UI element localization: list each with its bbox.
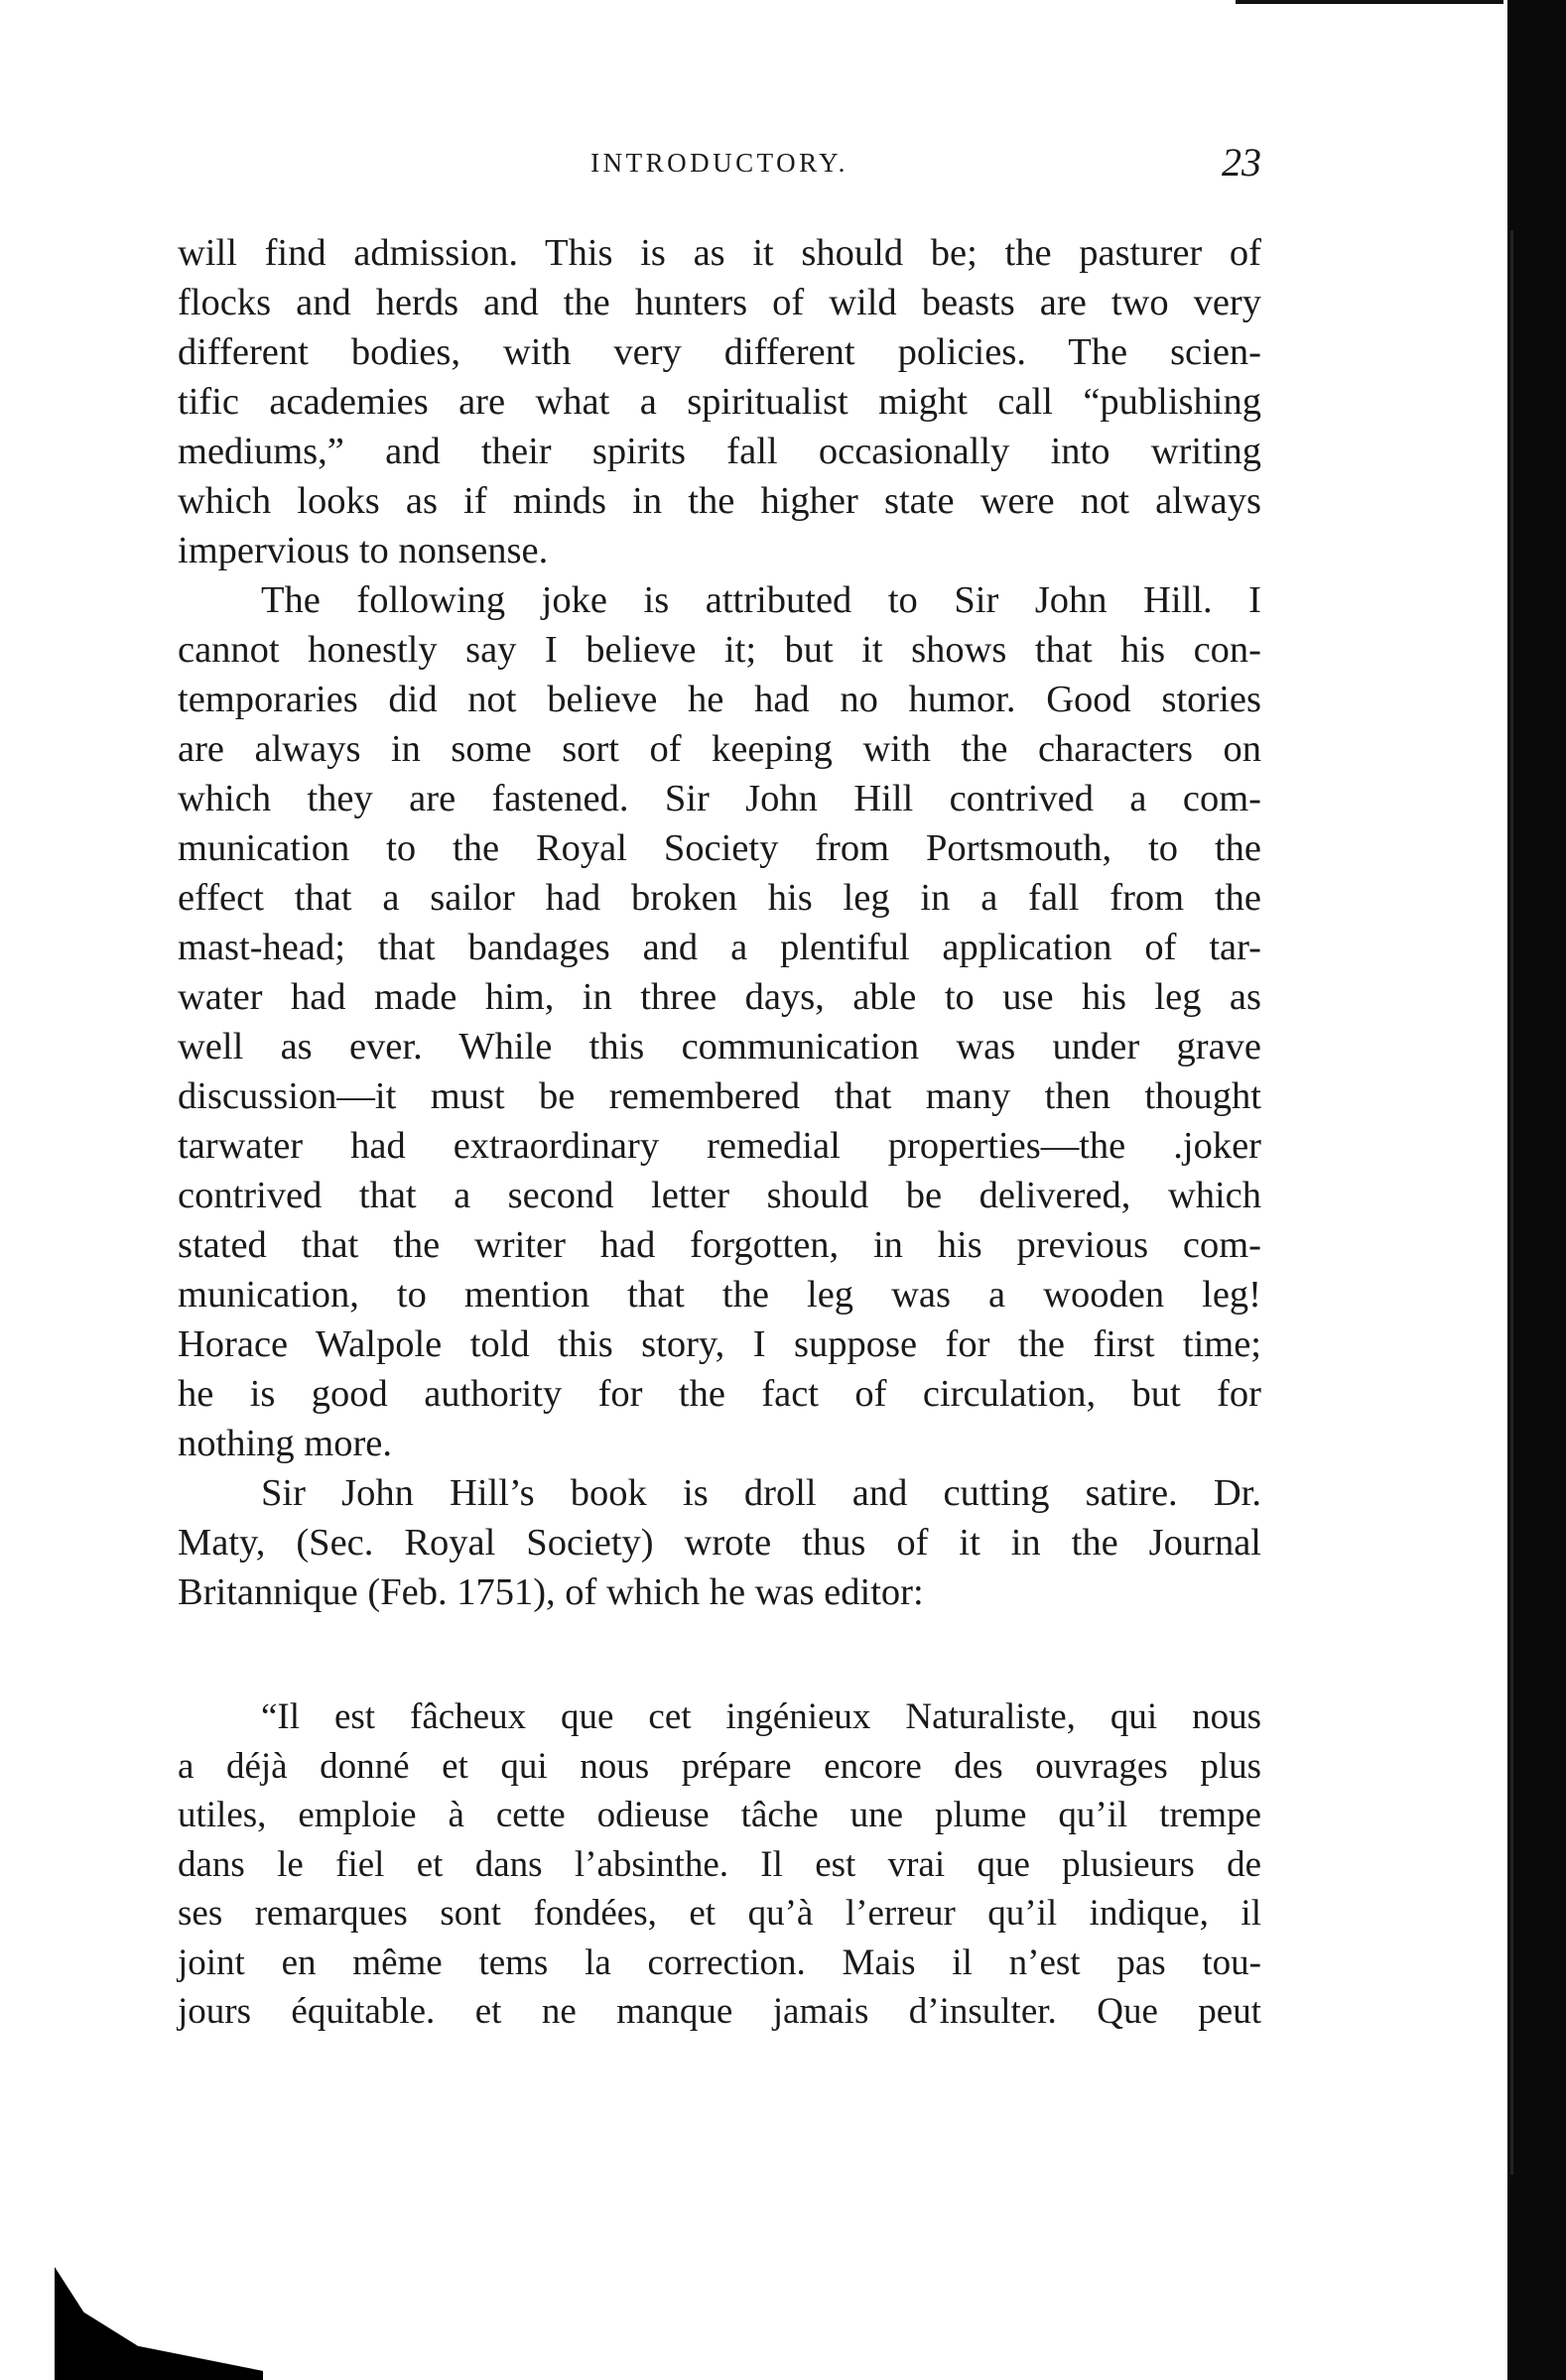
paragraph-first-line: Sir John Hill’s book is droll and cutting satire. Dr. [261, 1472, 1261, 1514]
text-line: tarwater had extraordinary remedial properties—the .joker [178, 1125, 1261, 1167]
running-head [178, 139, 1261, 198]
quote-line: jours équitable. et ne manque jamais d’insulter. Que peut [178, 1991, 1261, 2032]
text-line: effect that a sailor had broken his leg in a fall from the [178, 877, 1261, 919]
text-line: temporaries did not believe he had no humor. Good stories [178, 679, 1261, 720]
text-line: cannot honestly say I believe it; but it shows that his con- [178, 629, 1261, 671]
text-line: well as ever. While this communication was under grave [178, 1026, 1261, 1067]
french-quotation [178, 1692, 1261, 2037]
scan-top-rule [1236, 0, 1503, 4]
scan-corner-shadow [55, 2267, 263, 2380]
text-line: mediums,” and their spirits fall occasionally into writing [178, 431, 1261, 472]
text-line: mast-head; that bandages and a plentiful application of tar- [178, 927, 1261, 968]
quote-line: joint en même tems la correction. Mais il n’est pas tou- [178, 1942, 1261, 1983]
page-number: 23 [1222, 140, 1261, 185]
text-line: different bodies, with very different policies. The scien- [178, 331, 1261, 373]
text-line: nothing more. [178, 1423, 392, 1464]
text-line: water had made him, in three days, able to use his leg as [178, 976, 1261, 1018]
text-line: munication to the Royal Society from Portsmouth, to the [178, 827, 1261, 869]
text-line: discussion—it must be remembered that many then thought [178, 1075, 1261, 1117]
text-line: which looks as if minds in the higher state were not always [178, 480, 1261, 522]
text-line: flocks and herds and the hunters of wild beasts are two very [178, 282, 1261, 323]
text-line: are always in some sort of keeping with the characters on [178, 728, 1261, 770]
text-line: munication, to mention that the leg was a wooden leg! [178, 1274, 1261, 1315]
text-line: which they are fastened. Sir John Hill contrived a com- [178, 778, 1261, 819]
scan-binding-shadow [1507, 0, 1566, 2380]
running-title: INTRODUCTORY. [590, 148, 848, 178]
paragraph-first-line: The following joke is attributed to Sir John Hill. I [261, 579, 1261, 621]
quote-line: “Il est fâcheux que cet ingénieux Naturaliste, qui nous [261, 1696, 1261, 1737]
quote-line: utiles, emploie à cette odieuse tâche une plume qu’il trempe [178, 1795, 1261, 1835]
text-line: contrived that a second letter should be delivered, which [178, 1175, 1261, 1216]
text-line: Horace Walpole told this story, I suppose for the first time; [178, 1323, 1261, 1365]
scan-gutter-line [1510, 230, 1513, 2175]
quote-line: dans le fiel et dans l’absinthe. Il est vrai que plusieurs de [178, 1843, 1261, 1885]
quote-line: ses remarques sont fondées, et qu’à l’erreur qu’il indique, il [178, 1893, 1261, 1934]
text-line: he is good authority for the fact of circulation, but for [178, 1373, 1261, 1415]
text-line: Britannique (Feb. 1751), of which he was editor: [178, 1571, 924, 1613]
text-line: stated that the writer had forgotten, in his previous com- [178, 1224, 1261, 1266]
text-line: Maty, (Sec. Royal Society) wrote thus of it in the Journal [178, 1522, 1261, 1564]
body-text [178, 228, 1261, 1617]
quote-line: a déjà donné et qui nous prépare encore des ouvrages plus [178, 1745, 1261, 1787]
text-line: tific academies are what a spiritualist might call “publishing [178, 381, 1261, 423]
text-line: will find admission. This is as it should be; the pasturer of [178, 232, 1261, 274]
text-line: impervious to nonsense. [178, 530, 549, 571]
